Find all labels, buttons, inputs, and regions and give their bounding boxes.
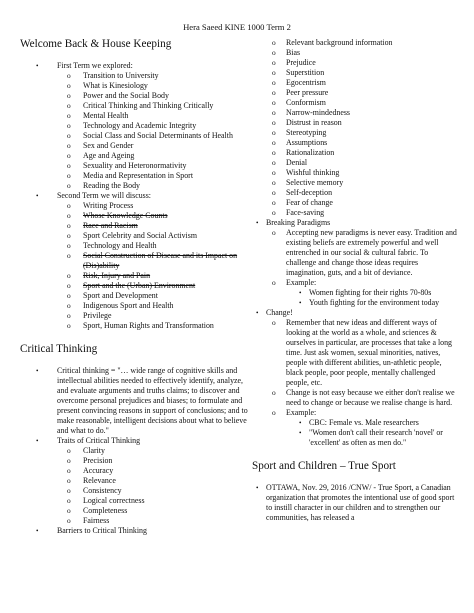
- circle-bullet-icon: o: [272, 198, 276, 207]
- sub-item: [20, 181, 248, 191]
- circle-bullet-icon: o: [272, 98, 276, 107]
- circle-bullet-icon: o: [272, 208, 276, 217]
- circle-bullet-icon: o: [67, 131, 71, 140]
- item-text: Sport Celebrity and Social Activism: [83, 231, 197, 240]
- item-text: Remember that new ideas and different ways of looking at the world as a whole, and sciences & ourselves in particular, are processes that take a long time. Just ask women, sexual minorities, natives, people with different abilities, un-athletic people, black people, poor people, mentally challenged people, etc.: [286, 318, 452, 387]
- circle-bullet-icon: o: [67, 446, 71, 455]
- circle-bullet-icon: o: [67, 241, 71, 250]
- sub-item: [20, 446, 248, 456]
- sub-item: [20, 161, 248, 171]
- item-text: Whose Knowledge Counts: [83, 211, 168, 220]
- sub-item: [252, 178, 458, 188]
- circle-bullet-icon: o: [272, 128, 276, 137]
- sub-item: [252, 278, 458, 288]
- circle-bullet-icon: o: [67, 181, 71, 190]
- item-text: Relevance: [83, 476, 116, 485]
- sub-item: [252, 98, 458, 108]
- item-text: Technology and Health: [83, 241, 157, 250]
- item-text: Sport, Human Rights and Transformation: [83, 321, 214, 330]
- item-text: Sport and Development: [83, 291, 158, 300]
- bullet-item: [20, 61, 248, 71]
- sub-item: [20, 131, 248, 141]
- sub-item: [252, 388, 458, 408]
- circle-bullet-icon: o: [272, 68, 276, 77]
- sub-item: [20, 81, 248, 91]
- circle-bullet-icon: o: [67, 496, 71, 505]
- circle-bullet-icon: o: [67, 456, 71, 465]
- spacer: [20, 51, 248, 61]
- item-text: Transition to University: [83, 71, 159, 80]
- sub-item: [252, 58, 458, 68]
- item-text: Mental Health: [83, 111, 129, 120]
- circle-bullet-icon: o: [67, 476, 71, 485]
- bullet-icon: •: [256, 309, 259, 317]
- sub-item: [20, 271, 248, 281]
- sub-item: [252, 198, 458, 208]
- circle-bullet-icon: o: [272, 78, 276, 87]
- sub-item: [20, 121, 248, 131]
- circle-bullet-icon: o: [67, 291, 71, 300]
- item-text: Fear of change: [286, 198, 333, 207]
- item-text: Change is not easy because we either don't realise we need to change or because we realise change is hard.: [286, 388, 455, 407]
- bullet-item: [20, 526, 248, 536]
- sub-item: [252, 38, 458, 48]
- sub-sub-item: [252, 298, 458, 308]
- item-text: Completeness: [83, 506, 128, 515]
- sub-item: [252, 408, 458, 418]
- bullet-item: [252, 308, 458, 318]
- sub-item: [20, 151, 248, 161]
- spacer: [252, 448, 458, 460]
- item-text: Clarity: [83, 446, 105, 455]
- circle-bullet-icon: o: [67, 211, 71, 220]
- item-text: Denial: [286, 158, 308, 167]
- item-text: Stereotyping: [286, 128, 327, 137]
- item-text: Social Class and Social Determinants of Health: [83, 131, 233, 140]
- circle-bullet-icon: o: [67, 201, 71, 210]
- sub-item: [252, 148, 458, 158]
- bullet-icon: •: [299, 419, 302, 427]
- bullet-icon: •: [36, 367, 39, 375]
- item-text: Face-saving: [286, 208, 325, 217]
- sub-item: [252, 128, 458, 138]
- sub-item: [252, 68, 458, 78]
- circle-bullet-icon: o: [272, 388, 276, 397]
- bullet-icon: •: [256, 219, 259, 227]
- item-text: Bias: [286, 48, 301, 57]
- item-text: OTTAWA, Nov. 29, 2016 /CNW/ - True Sport, a Canadian organization that promotes the intentional use of good sport to instill character in our children and to strengthen our communities, has released a: [266, 483, 455, 522]
- item-text: First Term we explored:: [57, 61, 133, 70]
- sub-item: [252, 138, 458, 148]
- item-text: Consistency: [83, 486, 122, 495]
- circle-bullet-icon: o: [67, 231, 71, 240]
- item-text: Sport and the (Urban) Environment: [83, 281, 196, 290]
- sub-item: [252, 78, 458, 88]
- sub-item: [252, 208, 458, 218]
- sub-item: [252, 48, 458, 58]
- circle-bullet-icon: o: [272, 118, 276, 127]
- item-text: Barriers to Critical Thinking: [57, 526, 147, 535]
- item-text: Narrow-mindedness: [286, 108, 350, 117]
- sub-item: [20, 221, 248, 231]
- circle-bullet-icon: o: [67, 506, 71, 515]
- bullet-item: [20, 436, 248, 446]
- item-text: Superstition: [286, 68, 325, 77]
- sub-item: [20, 321, 248, 331]
- circle-bullet-icon: o: [67, 151, 71, 160]
- sub-sub-item: [252, 428, 458, 448]
- spacer: [252, 473, 458, 483]
- sub-item: [20, 456, 248, 466]
- item-text: What is Kinesiology: [83, 81, 148, 90]
- circle-bullet-icon: o: [272, 58, 276, 67]
- sub-item: [252, 168, 458, 178]
- item-text: Change!: [266, 308, 293, 317]
- bullet-icon: •: [299, 289, 302, 297]
- circle-bullet-icon: o: [67, 111, 71, 120]
- item-text: Second Term we will discuss:: [57, 191, 151, 200]
- circle-bullet-icon: o: [67, 71, 71, 80]
- item-text: Women fighting for their rights 70-80s: [309, 288, 432, 297]
- item-text: Selective memory: [286, 178, 344, 187]
- circle-bullet-icon: o: [67, 466, 71, 475]
- item-text: Prejudice: [286, 58, 316, 67]
- circle-bullet-icon: o: [272, 108, 276, 117]
- sub-item: [252, 318, 458, 388]
- item-text: Precision: [83, 456, 113, 465]
- bullet-icon: •: [36, 437, 39, 445]
- sub-item: [20, 301, 248, 311]
- sub-item: [20, 486, 248, 496]
- circle-bullet-icon: o: [272, 318, 276, 327]
- circle-bullet-icon: o: [67, 301, 71, 310]
- item-text: Peer pressure: [286, 88, 329, 97]
- item-text: Breaking Paradigms: [266, 218, 331, 227]
- item-text: Wishful thinking: [286, 168, 340, 177]
- sub-item: [20, 311, 248, 321]
- item-text: Critical thinking = "… wide range of cognitive skills and intellectual abilities needed to effectively identify, analyze, and evaluate arguments and truths claims; to discover and overcome personal prejudices and biases; to formulate and present convincing reasons in support of conclusions; and to make reasonable, intelligent decisions about what to believe and what to do.": [57, 366, 248, 435]
- bullet-icon: •: [36, 192, 39, 200]
- bullet-icon: •: [299, 299, 302, 307]
- sub-item: [20, 506, 248, 516]
- item-text: Example:: [286, 278, 317, 287]
- item-text: Relevant background information: [286, 38, 393, 47]
- circle-bullet-icon: o: [67, 141, 71, 150]
- bullet-icon: •: [299, 429, 302, 437]
- item-text: Sex and Gender: [83, 141, 134, 150]
- spacer: [20, 356, 248, 366]
- item-text: Age and Ageing: [83, 151, 135, 160]
- item-text: Fairness: [83, 516, 110, 525]
- sub-item: [20, 241, 248, 251]
- sub-item: [20, 141, 248, 151]
- item-text: Media and Representation in Sport: [83, 171, 194, 180]
- sub-item: [252, 118, 458, 128]
- bullet-item: [252, 483, 458, 523]
- item-text: Reading the Body: [83, 181, 140, 190]
- item-text: CBC: Female vs. Male researchers: [309, 418, 419, 427]
- circle-bullet-icon: o: [67, 161, 71, 170]
- sub-item: [252, 88, 458, 98]
- item-text: Assumptions: [286, 138, 328, 147]
- circle-bullet-icon: o: [272, 148, 276, 157]
- sub-item: [252, 158, 458, 168]
- circle-bullet-icon: o: [67, 121, 71, 130]
- circle-bullet-icon: o: [272, 408, 276, 417]
- item-text: Sexuality and Heteronormativity: [83, 161, 187, 170]
- item-text: Example:: [286, 408, 317, 417]
- sub-item: [20, 201, 248, 211]
- item-text: Indigenous Sport and Health: [83, 301, 174, 310]
- circle-bullet-icon: o: [67, 486, 71, 495]
- item-text: Logical correctness: [83, 496, 145, 505]
- item-text: Distrust in reason: [286, 118, 342, 127]
- bullet-icon: •: [256, 484, 259, 492]
- spacer: [20, 331, 248, 343]
- item-text: Technology and Academic Integrity: [83, 121, 197, 130]
- item-text: Risk, Injury and Pain: [83, 271, 151, 280]
- circle-bullet-icon: o: [272, 48, 276, 57]
- circle-bullet-icon: o: [272, 188, 276, 197]
- circle-bullet-icon: o: [67, 81, 71, 90]
- circle-bullet-icon: o: [272, 158, 276, 167]
- sub-item: [20, 281, 248, 291]
- sub-item: [252, 108, 458, 118]
- sub-item: [20, 476, 248, 486]
- item-text: Accuracy: [83, 466, 114, 475]
- bullet-icon: •: [36, 527, 39, 535]
- item-text: Privilege: [83, 311, 112, 320]
- section-heading: Critical Thinking: [20, 343, 98, 355]
- right-column: [252, 38, 458, 523]
- sub-item: [20, 171, 248, 181]
- circle-bullet-icon: o: [272, 88, 276, 97]
- circle-bullet-icon: o: [67, 171, 71, 180]
- item-text: Egocentrism: [286, 78, 326, 87]
- item-text: Youth fighting for the environment today: [309, 298, 440, 307]
- sub-sub-item: [252, 418, 458, 428]
- sub-item: [20, 211, 248, 221]
- circle-bullet-icon: o: [67, 221, 71, 230]
- item-text: Critical Thinking and Thinking Critically: [83, 101, 214, 110]
- section-heading: Welcome Back & House Keeping: [20, 38, 172, 50]
- sub-item: [20, 71, 248, 81]
- bullet-item: [20, 191, 248, 201]
- item-text: "Women don't call their research 'novel' or 'excellent' as often as men do.": [309, 428, 443, 447]
- sub-item: [252, 188, 458, 198]
- item-text: Social Construction of Disease and its Impact on (Dis)ability: [83, 251, 238, 270]
- sub-item: [20, 291, 248, 301]
- sub-item: [20, 231, 248, 241]
- bullet-item: [252, 218, 458, 228]
- sub-item: [20, 516, 248, 526]
- sub-sub-item: [252, 288, 458, 298]
- item-text: Conformism: [286, 98, 326, 107]
- left-column: [20, 38, 248, 536]
- circle-bullet-icon: o: [272, 138, 276, 147]
- circle-bullet-icon: o: [67, 101, 71, 110]
- item-text: Self-deception: [286, 188, 333, 197]
- circle-bullet-icon: o: [67, 271, 71, 280]
- circle-bullet-icon: o: [67, 281, 71, 290]
- item-text: Rationalization: [286, 148, 335, 157]
- item-text: Writing Process: [83, 201, 134, 210]
- sub-item: [20, 496, 248, 506]
- circle-bullet-icon: o: [272, 178, 276, 187]
- circle-bullet-icon: o: [67, 251, 71, 260]
- circle-bullet-icon: o: [272, 278, 276, 287]
- sub-item: [20, 251, 248, 271]
- item-text: Race and Racism: [83, 221, 138, 230]
- item-text: Accepting new paradigms is never easy. Tradition and existing beliefs are extremely powerful and well entrenched in our social & cultural fabric. To challenge and change those ideas requires imagination, guts, and a bit of deviance.: [286, 228, 457, 277]
- bullet-item: [20, 366, 248, 436]
- sub-item: [252, 228, 458, 278]
- sub-item: [20, 91, 248, 101]
- circle-bullet-icon: o: [67, 516, 71, 525]
- circle-bullet-icon: o: [272, 228, 276, 237]
- circle-bullet-icon: o: [272, 168, 276, 177]
- section-heading: Sport and Children – True Sport: [252, 460, 396, 472]
- sub-item: [20, 101, 248, 111]
- item-text: Traits of Critical Thinking: [57, 436, 141, 445]
- circle-bullet-icon: o: [67, 311, 71, 320]
- page-header: Hera Saeed KINE 1000 Term 2: [183, 22, 291, 32]
- circle-bullet-icon: o: [272, 38, 276, 47]
- sub-item: [20, 466, 248, 476]
- bullet-icon: •: [36, 62, 39, 70]
- item-text: Power and the Social Body: [83, 91, 169, 100]
- circle-bullet-icon: o: [67, 91, 71, 100]
- circle-bullet-icon: o: [67, 321, 71, 330]
- sub-item: [20, 111, 248, 121]
